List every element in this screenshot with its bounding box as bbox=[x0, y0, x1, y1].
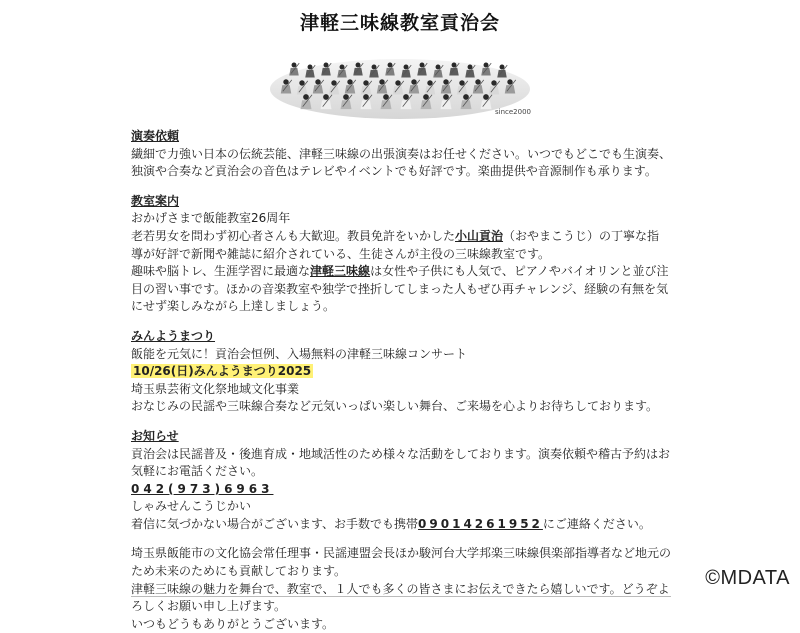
performance-text: 繊細で力強い日本の伝統芸能、津軽三味線の出張演奏はお任せください。いつでもどこでも生演奏、独演や合奏など貢治会の音色はテレビやイベントでも好評です。楽曲提供や音源制作も承ります。 bbox=[131, 146, 672, 179]
school-appeal-pre: 趣味や脳トレ、生涯学習に最適な bbox=[131, 264, 311, 279]
mobile-post: にご連絡ください。 bbox=[542, 516, 651, 531]
school-appeal bbox=[131, 263, 671, 316]
tsugaru-shamisen-link[interactable]: 津軽三味線 bbox=[310, 264, 371, 279]
section-title-performance: 演奏依頼 bbox=[131, 129, 180, 143]
closing-line1: 埼玉県飯能市の文化協会常任理事・民謡連盟会長ほか駿河台大学邦楽三味線倶楽部指導者など地元のため未来のためにも貢献しております。 bbox=[131, 546, 672, 579]
notice-text: 貢治会は民謡普及・後進育成・地域活性のため様々な活動をしております。演奏依頼や稽古予約はお気軽にお電話ください。 bbox=[131, 446, 671, 479]
school-appeal-post: は女性や子供にも人気で、ピアノやバイオリンと並び注目の習い事です。ほかの音楽教室や独学で挫折してしまった人もぜひ再チャレンジ、経験の有無を気にせず楽しみながら上達しましょう。 bbox=[131, 264, 669, 314]
phone-number-link[interactable]: 042(973)6963 bbox=[131, 481, 274, 496]
mobile-number-link[interactable]: 09014261952 bbox=[418, 516, 543, 531]
teacher-name-link[interactable]: 小山貢治 bbox=[455, 228, 504, 243]
festival-line1: 飯能を元気に！貢治会恒例、入場無料の津軽三味線コンサート bbox=[131, 346, 468, 361]
section-title-notice: お知らせ bbox=[131, 428, 179, 443]
page-title: 津軽三味線教室貢治会 bbox=[299, 12, 500, 34]
school-intro-pre: 老若男女を問わず初心者さんも大歓迎。教員免許をいかした bbox=[131, 228, 456, 243]
footer-divider bbox=[131, 596, 671, 597]
phone-kana: しゃみせんこうじかい bbox=[131, 499, 252, 514]
school-anniversary: おかげさまで飯能教室26周年 bbox=[131, 211, 291, 226]
festival-line2: 埼玉県芸術文化祭地域文化事業 bbox=[131, 381, 300, 396]
mobile-line bbox=[131, 516, 671, 534]
section-title-school: 教室案内 bbox=[131, 193, 180, 208]
closing-line3: いつもどうもありがとうございます。 bbox=[131, 616, 335, 631]
mobile-pre: 着信に気づかない場合がございます、お手数でも携帯 bbox=[131, 516, 419, 531]
copyright-watermark: ©MDATA bbox=[705, 567, 790, 589]
section-title-festival: みんようまつり bbox=[131, 328, 216, 343]
since-label: since2000 bbox=[495, 108, 531, 116]
festival-line3: おなじみの民謡や三味線合奏など元気いっぱい楽しい舞台、ご来場を心よりお待ちしております。 bbox=[131, 399, 659, 414]
closing-line2: 津軽三味線の魅力を舞台で、教室で、１人でも多くの皆さまにお伝えできたら嬉しいです。どうぞよろしくお願い申し上げます。 bbox=[131, 581, 670, 614]
festival-date-highlight: 10/26(日)みんようまつり2025 bbox=[133, 364, 312, 379]
school-intro-post: （おやまこうじ）の丁寧な指導が好評で新聞や雑誌に紹介されている、生徒さんが主役の三味線教室です。 bbox=[131, 228, 660, 261]
group-photo-image bbox=[266, 49, 534, 118]
group-photo bbox=[266, 49, 534, 118]
main-content bbox=[131, 128, 671, 633]
school-intro bbox=[131, 228, 671, 263]
